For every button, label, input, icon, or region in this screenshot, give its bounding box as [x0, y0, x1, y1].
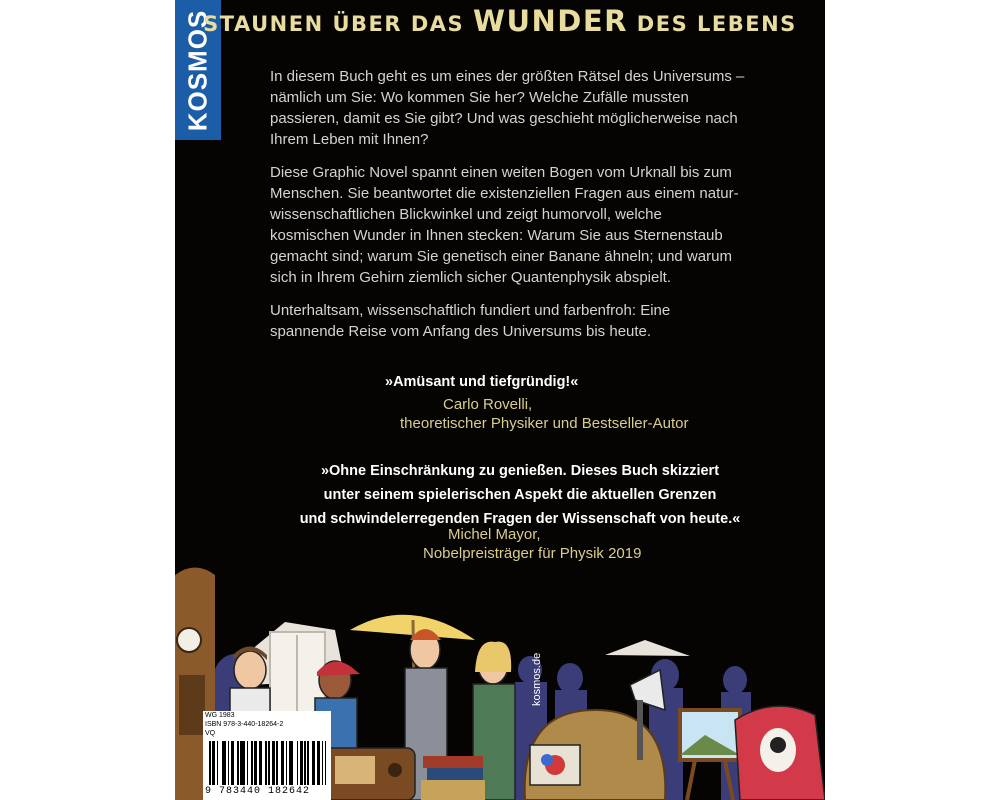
market-tent-right	[605, 640, 690, 656]
quote-mayor-line-2: unter seinem spielerischen Aspekt die aktuellen Grenzen	[323, 487, 717, 503]
blurb-paragraph-3: Unterhaltsam, wissenschaftlich fundiert und farbenfroh: Eine spannende Reise vom Anfang des Universums bis heute.	[270, 302, 671, 340]
headline-highlight: WUNDER	[472, 4, 628, 38]
website-url[interactable]: kosmos.de	[531, 652, 543, 706]
barcode-code: VQ	[205, 730, 216, 737]
stack-of-books	[421, 756, 485, 800]
barcode-bars	[209, 741, 327, 785]
quote-rovelli-author-title: theoretischer Physiker und Bestseller-Autor	[400, 415, 689, 432]
barcode-isbn: ISBN 978-3-440-18264-2	[205, 721, 284, 728]
headline	[175, 4, 825, 38]
quote-rovelli: »Amüsant und tiefgründig!«	[385, 374, 579, 390]
patterned-armchair	[735, 706, 825, 800]
quote-rovelli-author: Carlo Rovelli,	[443, 396, 533, 413]
old-radio	[325, 748, 415, 800]
blurb-paragraph-2: Diese Graphic Novel spannt einen weiten Bogen vom Urknall bis zum Menschen. Sie beantwortet die existenziellen Fragen aus einem natur-wissenschaftlichen Blickwinkel und zeigt humorvoll, welche kosmischen Wunder in Ihnen stecken: Warum Sie aus Sternenstaub gemacht sind; warum Sie genetisch einer Banane ähneln; und warum sich in Ihrem Gehirn ziemlich sicher Quantenphysik abspielt.	[270, 164, 739, 286]
logo-text: KOSMOS	[182, 9, 213, 131]
quote-mayor-author: Michel Mayor,	[448, 526, 541, 543]
quote-mayor-author-title: Nobelpreisträger für Physik 2019	[423, 545, 642, 562]
barcode-digits: 9 783440 182642	[205, 786, 311, 797]
isbn-barcode-box	[203, 711, 331, 800]
easel-painting	[680, 710, 740, 800]
quote-mayor	[290, 459, 750, 531]
back-cover	[175, 0, 825, 800]
barcode-wg: WG 1983	[205, 712, 235, 719]
headline-part1: STAUNEN ÜBER DAS	[203, 12, 473, 36]
blurb-paragraph-1: In diesem Buch geht es um eines der größten Rätsel des Universums – nämlich um Sie: Wo kommen Sie her? Welche Zufälle mussten passieren, damit es Sie gibt? Und was geschieht möglicherweise nach Ihrem Leben mit Ihnen?	[270, 68, 745, 148]
quote-mayor-line-3: und schwindelerregenden Fragen der Wissenschaft von heute.«	[299, 511, 741, 527]
blurb-text	[270, 66, 745, 354]
quote-mayor-line-1: »Ohne Einschränkung zu genießen. Dieses Buch skizziert	[320, 463, 720, 479]
headline-part2: DES LEBENS	[628, 12, 797, 36]
